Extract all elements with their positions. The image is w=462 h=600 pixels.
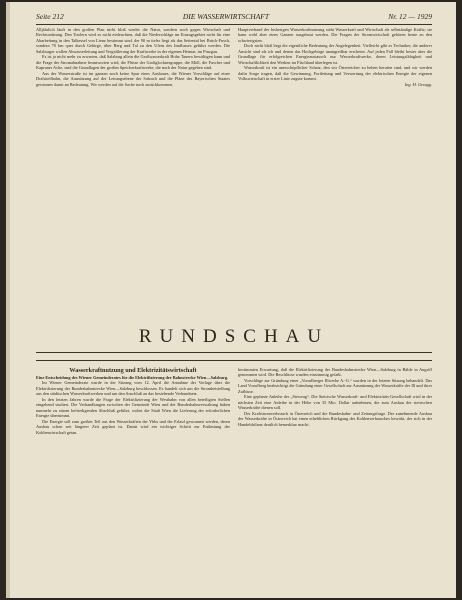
page-number: Seite 212 [36, 11, 64, 21]
paragraph: Im Wiener Gemeinderate wurde in der Sitzung vom 12. April die Annahme der Vorlage über die Elektrifizierung der Bundesbahnstrecke Wien—Salzburg beschlossen. Es handelt sich um die Strombeistellung aus den städtischen Wasserkraftwerken und um den Anschluß an das bestehende Verbundnetz. [36, 380, 230, 397]
paragraph: Alljährlich läuft in den großen Plan nicht bloß wieder die Natur, sondern auch gegen Wirtschaft und Rechtsordnung. Den Tirolern wird es nicht einleuchten, daß die Niederschläge im Einzugsgebiet nicht für eine Abarbeitung in den Talkessel von Lienz bestimmt sind, der 90 m tiefer liegt als das Seitental bei Brück-Fusch, sondern 70 km quer durch Gebirge, über Berg und Tal zu den Ufern des Innflusses geführt werden. Die Salzburger wollen Abwasserleitung und Vergrößerung der Kraftwerke in der eigenen Heimat, im Pinzgau. [36, 27, 230, 54]
paragraph: Eine geplante Anleihe der „Steweag“. Die Steirische Wasserkraft- und Elektrizitäts-Gesellschaft wird in der nächsten Zeit eine Anleihe in der Höhe von 35 Mio. Dollar aufnehmen, die zum Ausbau der steirischen Wasserkräfte dienen soll. [238, 394, 432, 411]
paragraph: Wasserkraft ist ein unerschöpflicher Schatz, den wir Österreicher zu heben berufen sind, und wir werden dafür Sorge tragen, daß die Gewinnung, Fortleitung und Verwertung der elektrischen Energie der eigenen Volkswirtschaft in erster Linie zugute kommt. [238, 65, 432, 82]
page-spine-shadow [6, 2, 10, 598]
top-column-right [238, 27, 432, 321]
bottom-column-right [238, 367, 432, 593]
paragraph: Die Energie soll zum großen Teil aus den Wasserkräften der Ybbs und der Erlauf gewonnen werden, deren Ausbau schon seit längerer Zeit geplant ist. Damit wird ein wichtiger Schritt zur Entlastung der Kohlenwirtschaft getan. [36, 418, 230, 435]
top-column-left [36, 27, 230, 321]
issue-number: Nr. 12 — 1929 [388, 11, 432, 21]
bottom-column-left [36, 367, 230, 593]
paragraph: bestimmten Erwartung, daß die Elektrifizierung der Bundesbahnstrecke Wien—Salzburg in Bälde in Angriff genommen wird. Die Beschlüsse wurden einstimmig gefaßt. [238, 367, 432, 378]
section-rule-top [36, 352, 432, 353]
journal-title: DIE WASSERWIRTSCHAFT [182, 11, 270, 21]
article-continuation [36, 27, 432, 321]
paragraph: In den letzten Jahren wurde die Frage der Elektrifizierung der Westbahn von allen beteiligten Stellen eingehend studiert. Die Verhandlungen zwischen der Gemeinde Wien und der Bundesbahnverwaltung haben nunmehr zu einem befriedigenden Abschluß geführt, wobei die Stadt Wien die Lieferung der erforderlichen Energie übernimmt. [36, 396, 230, 419]
running-header [36, 10, 432, 22]
paragraph: Aus der Wasserstraße ist im ganzen noch keine Spur eines Ausbaues, die Wiener Vorschläge auf einer Drahtseilbahn, die Ausnützung auf der Leitungsebene der Salzach und die Pläne des Bayerischen Staates gewinnen damit an Bedeutung. Wir werden auf die Sache noch zurückkommen. [36, 70, 230, 87]
section-title: RUNDSCHAU [138, 326, 330, 347]
section-rule-bottom [36, 360, 432, 361]
paragraph: Es ist ja nicht mehr zu erwarten, daß Salzburg allein die Großwasserkraft Hohe Tauern bewältigen kann und die Frage der Stromabnahme beantworten wird, die Flüsse der Großglocknergruppe, die Möll, die Fuscher und Kapruner Ache, sind die Grundlagen der großen Speicherkraftwerke, die nach der Natur gegeben sind. [36, 54, 230, 71]
paragraph: Der Kraftstromverbrauch in Österreich und die Bundesbahn- und Zeitungsfrage. Der zunehmende Ausbau der Wasserkräfte in Österreich hat einen erheblichen Rückgang des Kohlenverbrauches bewirkt, der sich in der Handelsbilanz deutlich bemerkbar macht. [238, 410, 432, 427]
author-signature: Ing. H. Greugg. [404, 81, 432, 87]
journal-page [6, 2, 456, 598]
paragraph: Hauptverband der bisherigen Wasserkraftnutzung sieht Wasserkraft und Wirtschaft als selbständige Kräfte; sie kann wohl aber eines Ganzen ausgebaut werden. Die Fragen der Stromwirtschaft gehören heute zu den schwierigsten. [238, 27, 432, 43]
item-heading: Eine Entscheidung des Wiener Gemeinderates für die Elektrifizierung der Bahnstrecke Wien—Salzburg. [36, 375, 229, 380]
rundschau-section [36, 367, 432, 593]
paragraph: Doch nicht bloß liegt die eigentliche Bedeutung der Angelegenheit. Vielleicht gibt es Techniker, die anderer Ansicht sind als ich und denen das Hochgebirge unangreifbar erscheint. Auf jeden Fall bleibt bester aber die Grundlage für erfolgreichen Energieaustausch nur Wasserkraftwerke, deren Leistungsfähigkeit und Wirtschaftlichkeit den Werken im Flachland überlegen ist. [238, 43, 432, 65]
paragraph: Vorschläge zur Gründung einer „Vorarlberger Illwerke A.-G.“ wurden in der letzten Sitzung behandelt. Das Land Vorarlberg beabsichtigt die Gründung einer Gesellschaft zur Ausnützung der Wasserkräfte der Ill und ihrer Zuflüsse. [238, 377, 432, 394]
header-rule [36, 24, 432, 25]
section-heading: Wasserkraftnutzung und Elektrizitätswirtschaft [69, 367, 197, 374]
